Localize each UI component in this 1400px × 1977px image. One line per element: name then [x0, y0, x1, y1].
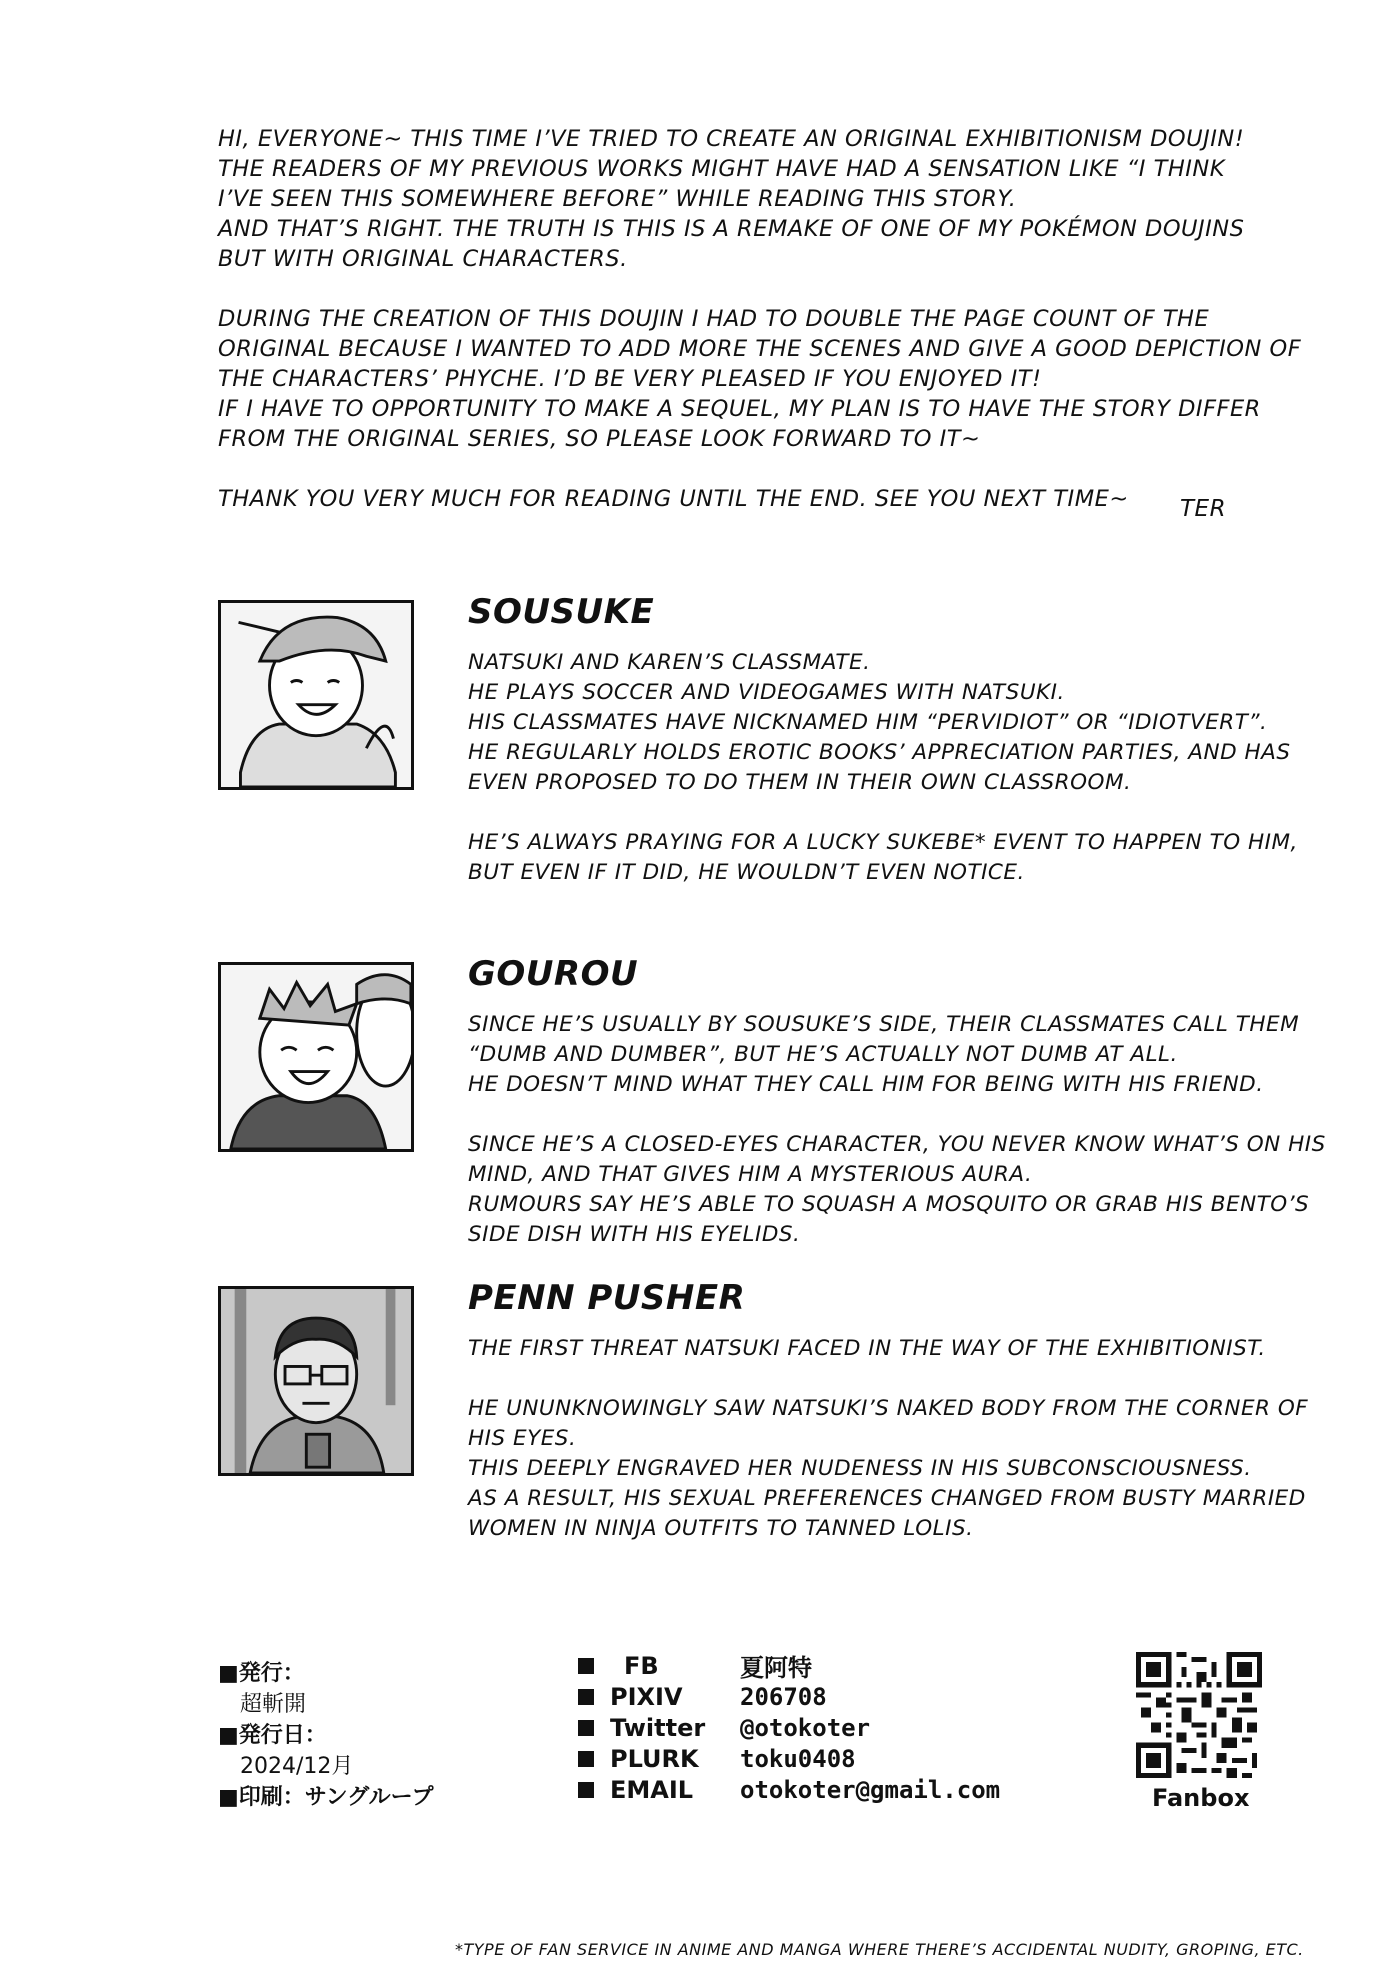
publisher-label: ■発行：	[218, 1661, 305, 1686]
social-links	[578, 1650, 1000, 1805]
text-line: HE’S ALWAYS PRAYING FOR A LUCKY SUKEBE* EVENT TO HAPPEN TO HIM,	[468, 830, 1298, 855]
text-line: HE PLAYS SOCCER AND VIDEOGAMES WITH NATSUKI.	[468, 680, 1065, 705]
text-line: RUMOURS SAY HE’S ABLE TO SQUASH A MOSQUITO OR GRAB HIS BENTO’S	[468, 1192, 1310, 1217]
text-line: ORIGINAL BECAUSE I WANTED TO ADD MORE THE SCENES AND GIVE A GOOD DEPICTION OF	[218, 336, 1302, 362]
square-bullet-icon	[578, 1751, 594, 1767]
text-line: IF I HAVE TO OPPORTUNITY TO MAKE A SEQUEL, MY PLAN IS TO HAVE THE STORY DIFFER	[218, 396, 1261, 422]
text-line: DURING THE CREATION OF THIS DOUJIN I HAD TO DOUBLE THE PAGE COUNT OF THE	[218, 306, 1210, 332]
square-bullet-icon	[578, 1658, 594, 1674]
printer-line: ■印刷：サングループ	[218, 1785, 434, 1810]
text-line: THE CHARACTERS’ PHYCHE. I’D BE VERY PLEASED IF YOU ENJOYED IT!	[218, 366, 1042, 392]
intro-paragraph-3	[218, 484, 1298, 514]
penn-pusher-portrait-image	[221, 1289, 411, 1473]
text-line: MIND, AND THAT GIVES HIM A MYSTERIOUS AURA.	[468, 1162, 1033, 1187]
social-key: PIXIV	[610, 1682, 683, 1711]
text-line: SINCE HE’S A CLOSED-EYES CHARACTER, YOU NEVER KNOW WHAT’S ON HIS	[468, 1132, 1326, 1157]
text-line: HE REGULARLY HOLDS EROTIC BOOKS’ APPRECIATION PARTIES, AND HAS	[468, 740, 1291, 765]
text-line: AND THAT’S RIGHT. THE TRUTH IS THIS IS A REMAKE OF ONE OF MY POKÉMON DOUJINS	[218, 216, 1245, 242]
penn-pusher-portrait	[218, 1286, 414, 1476]
text-line: HI, EVERYONE~ THIS TIME I’VE TRIED TO CREATE AN ORIGINAL EXHIBITIONISM DOUJIN!	[218, 126, 1245, 152]
text-line: I’VE SEEN THIS SOMEWHERE BEFORE” WHILE READING THIS STORY.	[218, 186, 1017, 212]
social-value: 夏阿特	[740, 1654, 812, 1682]
social-value: @otokoter	[740, 1713, 871, 1742]
date-value: 2024/12月	[240, 1754, 354, 1779]
intro-text	[218, 124, 1302, 514]
social-key: PLURK	[610, 1744, 699, 1773]
intro-paragraph-1	[218, 124, 1298, 274]
social-value: 206708	[740, 1682, 827, 1711]
fanbox-qr-code[interactable]	[1136, 1652, 1262, 1778]
text-line: HIS EYES.	[468, 1426, 577, 1451]
text-line: THE READERS OF MY PREVIOUS WORKS MIGHT HAVE HAD A SENSATION LIKE “I THINK	[218, 156, 1225, 182]
character-description	[468, 1010, 1326, 1250]
text-line: THIS DEEPLY ENGRAVED HER NUDENESS IN HIS SUBCONSCIOUSNESS.	[468, 1456, 1252, 1481]
square-bullet-icon	[578, 1782, 594, 1798]
social-value: otokoter@gmail.com	[740, 1775, 1001, 1804]
text-line: AS A RESULT, HIS SEXUAL PREFERENCES CHANGED FROM BUSTY MARRIED	[468, 1486, 1306, 1511]
text-line: BUT WITH ORIGINAL CHARACTERS.	[218, 246, 628, 272]
character-name: PENN PUSHER	[468, 1278, 746, 1318]
character-name: GOUROU	[468, 954, 639, 994]
publisher-value: 超斬開	[240, 1692, 307, 1717]
text-line: HE UNUNKNOWINGLY SAW NATSUKI’S NAKED BODY FROM THE CORNER OF	[468, 1396, 1309, 1421]
sousuke-portrait-image	[221, 603, 411, 787]
text-line: THANK YOU VERY MUCH FOR READING UNTIL THE END. SEE YOU NEXT TIME~	[218, 486, 1129, 512]
character-description	[468, 648, 1308, 888]
sousuke-portrait	[218, 600, 414, 790]
text-line: SIDE DISH WITH HIS EYELIDS.	[468, 1222, 801, 1247]
square-bullet-icon	[578, 1689, 594, 1705]
character-name: SOUSUKE	[468, 592, 655, 632]
social-value: toku0408	[740, 1744, 856, 1773]
intro-paragraph-2	[218, 304, 1302, 454]
colophon	[218, 1658, 434, 1813]
gourou-portrait-image	[221, 965, 411, 1149]
social-row-plurk	[578, 1743, 1000, 1774]
author-signature: TER	[1180, 496, 1227, 522]
text-line: THE FIRST THREAT NATSUKI FACED IN THE WAY OF THE EXHIBITIONIST.	[468, 1336, 1266, 1361]
social-row-pixiv	[578, 1681, 1000, 1712]
text-line: FROM THE ORIGINAL SERIES, SO PLEASE LOOK FORWARD TO IT~	[218, 426, 981, 452]
social-key: FB	[624, 1651, 659, 1680]
social-row-email	[578, 1774, 1000, 1805]
square-bullet-icon	[578, 1720, 594, 1736]
text-line: HE DOESN’T MIND WHAT THEY CALL HIM FOR BEING WITH HIS FRIEND.	[468, 1072, 1264, 1097]
gourou-portrait	[218, 962, 414, 1152]
text-line: HIS CLASSMATES HAVE NICKNAMED HIM “PERVIDIOT” OR “IDIOTVERT”.	[468, 710, 1268, 735]
text-line: NATSUKI AND KAREN’S CLASSMATE.	[468, 650, 871, 675]
social-row-fb	[578, 1650, 1000, 1681]
social-key: EMAIL	[610, 1775, 694, 1804]
text-line: SINCE HE’S USUALLY BY SOUSUKE’S SIDE, THEIR CLASSMATES CALL THEM	[468, 1012, 1300, 1037]
text-line: BUT EVEN IF IT DID, HE WOULDN’T EVEN NOTICE.	[468, 860, 1025, 885]
text-line: “DUMB AND DUMBER”, BUT HE’S ACTUALLY NOT DUMB AT ALL.	[468, 1042, 1178, 1067]
date-label: ■発行日：	[218, 1723, 327, 1748]
footnote: *TYPE OF FAN SERVICE IN ANIME AND MANGA WHERE THERE’S ACCIDENTAL NUDITY, GROPING, ETC.	[455, 1940, 1304, 1959]
social-row-twitter	[578, 1712, 1000, 1743]
text-line: EVEN PROPOSED TO DO THEM IN THEIR OWN CLASSROOM.	[468, 770, 1132, 795]
text-line: WOMEN IN NINJA OUTFITS TO TANNED LOLIS.	[468, 1516, 974, 1541]
social-key: Twitter	[610, 1713, 706, 1742]
qr-label: Fanbox	[1152, 1784, 1250, 1812]
character-description	[468, 1334, 1308, 1544]
